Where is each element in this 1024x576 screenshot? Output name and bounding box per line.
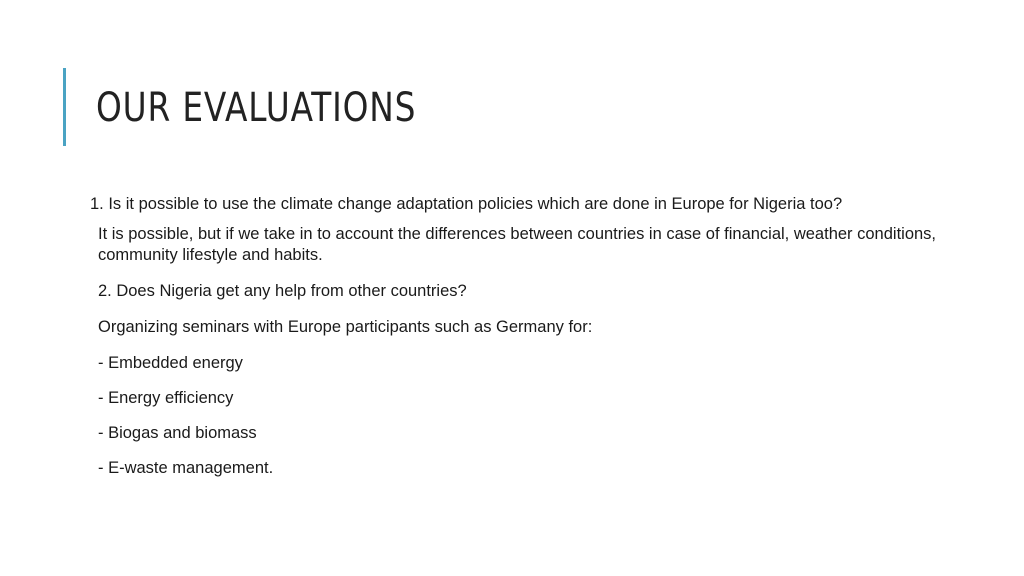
list-item-energy-efficiency: - Energy efficiency bbox=[98, 389, 234, 407]
answer-2-intro: Organizing seminars with Europe participants such as Germany for: bbox=[98, 318, 593, 336]
answer-1: It is possible, but if we take in to account the differences between countries in case of financial, weather conditions, community lifestyle and habits. bbox=[98, 225, 937, 264]
list-item-biogas-biomass: - Biogas and biomass bbox=[98, 424, 257, 442]
question-1: 1. Is it possible to use the climate change adaptation policies which are done in Europe for Nigeria too? bbox=[90, 195, 843, 213]
list-item-e-waste: - E-waste management. bbox=[98, 459, 274, 477]
list-item-embedded-energy: - Embedded energy bbox=[98, 354, 243, 372]
title-accent-bar bbox=[63, 68, 66, 146]
question-2: 2. Does Nigeria get any help from other countries? bbox=[98, 282, 467, 300]
slide-body bbox=[90, 194, 950, 493]
slide-title: OUR EVALUATIONS bbox=[96, 85, 417, 131]
